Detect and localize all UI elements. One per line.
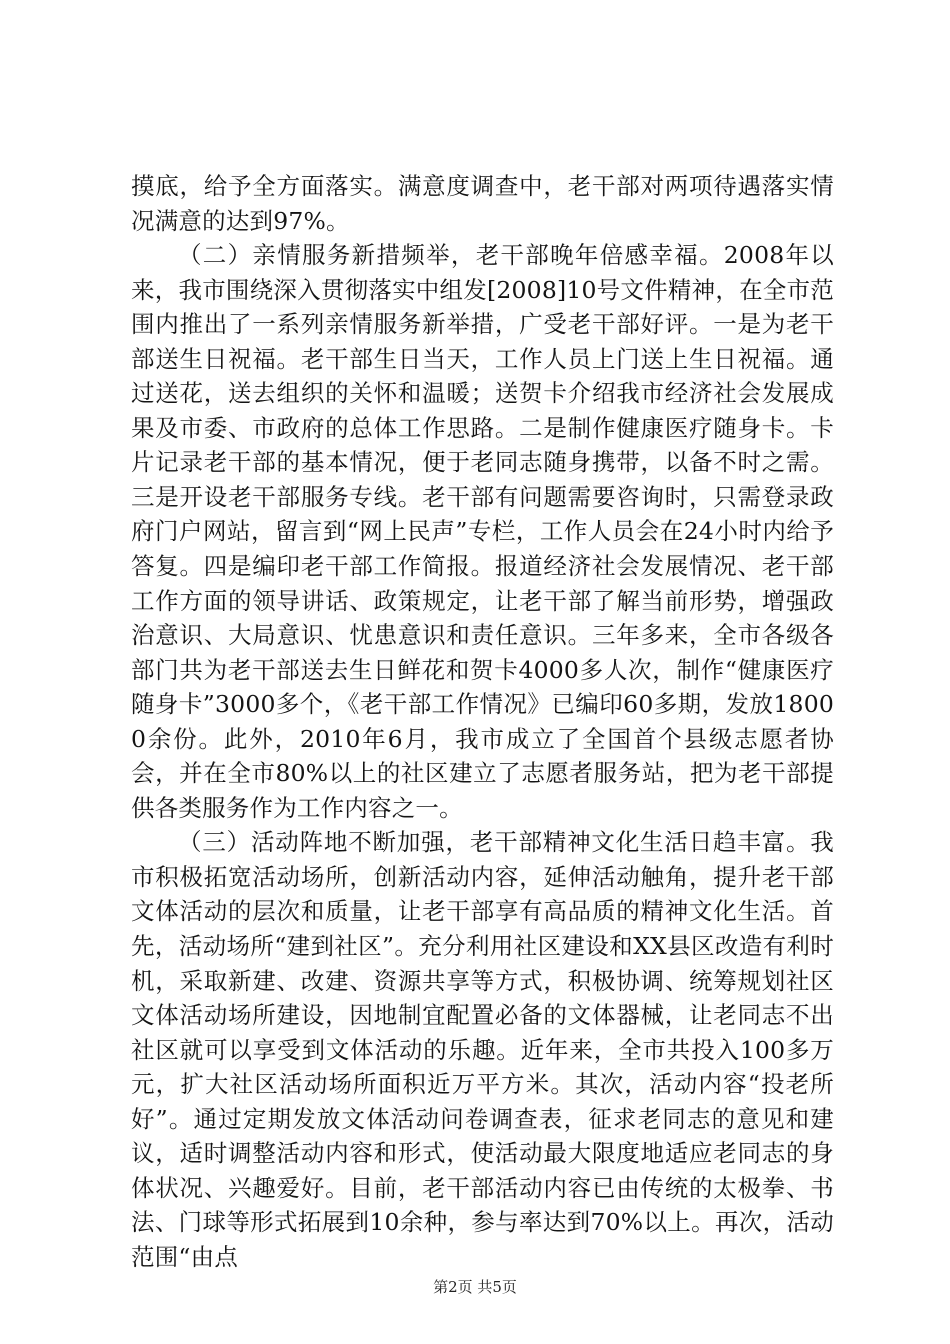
page-footer: 第2页 共5页	[433, 1278, 517, 1296]
paragraph-section-two: （二）亲情服务新措频举，老干部晚年倍感幸福。2008年以来，我市围绕深入贯彻落实中组发[2008]10号文件精神，在全市范围内推出了一系列亲情服务新举措，广受老干部好评。一是为老干部送生日祝福。老干部生日当天，工作人员上门送上生日祝福。通过送花，送去组织的关怀和温暖；送贺卡介绍我市经济社会发展成果及市委、市政府的总体工作思路。二是制作健康医疗随身卡。卡片记录老干部的基本情况，便于老同志随身携带，以备不时之需。三是开设老干部服务专线。老干部有问题需要咨询时，只需登录政府门户网站，留言到“网上民声”专栏，工作人员会在24小时内给予答复。四是编印老干部工作简报。报道经济社会发展情况、老干部工作方面的领导讲话、政策规定，让老干部了解当前形势，增强政治意识、大局意识、忧患意识和责任意识。三年多来，全市各级各部门共为老干部送去生日鲜花和贺卡4000多人次，制作“健康医疗随身卡”3000多个，《老干部工作情况》已编印60多期，发放18000余份。此外，2010年6月，我市成立了全国首个县级志愿者协会，并在全市80%以上的社区建立了志愿者服务站，把为老干部提供各类服务作为工作内容之一。	[131, 241, 834, 822]
paragraph-continuation: 摸底，给予全方面落实。满意度调查中，老干部对两项待遇落实情况满意的达到97%。	[131, 172, 834, 235]
document-body	[131, 169, 834, 1275]
paragraph-section-three: （三）活动阵地不断加强，老干部精神文化生活日趋丰富。我市积极拓宽活动场所，创新活动内容，延伸活动触角，提升老干部文体活动的层次和质量，让老干部享有高品质的精神文化生活。首先，活动场所“建到社区”。充分利用社区建设和XX县区改造有利时机，采取新建、改建、资源共享等方式，积极协调、统筹规划社区文体活动场所建设，因地制宜配置必备的文体器械，让老同志不出社区就可以享受到文体活动的乐趣。近年来，全市共投入100多万元，扩大社区活动场所面积近万平方米。其次，活动内容“投老所好”。通过定期发放文体活动问卷调查表，征求老同志的意见和建议，适时调整活动内容和形式，使活动最大限度地适应老同志的身体状况、兴趣爱好。目前，老干部活动内容已由传统的太极拳、书法、门球等形式拓展到10余种，参与率达到70%以上。再次，活动范围“由点	[131, 828, 834, 1271]
